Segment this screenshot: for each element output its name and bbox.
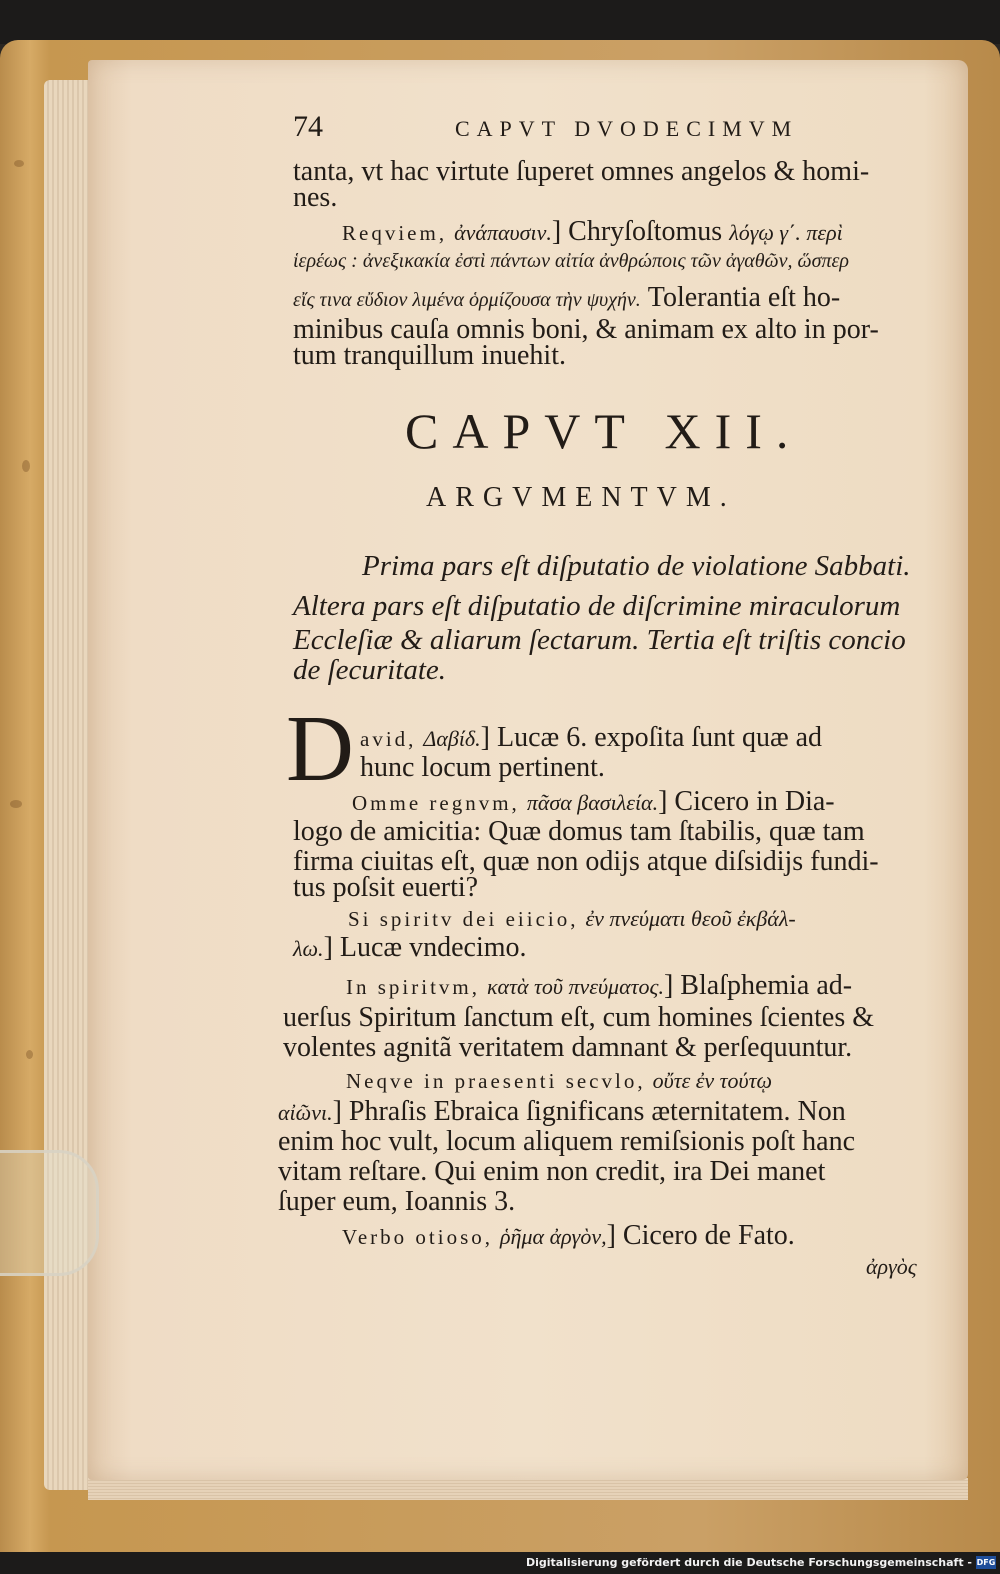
si-line-2 [293,932,527,965]
neqve-line-5: ſuper eum, Ioannis 3. [278,1186,516,1217]
greek-line-2: ἱερέως : ἀνεξικακία ἐστὶ πάντων αἰτία ἀνθρώποις τῶν ἀγαθῶν, ὥσπερ [293,250,850,272]
omne-line-2: logo de amicitia: Quæ domus tam ſtabilis, quæ tam [293,816,865,847]
running-head: CAPVT DVODECIMVM [455,116,799,141]
argument-line-2: Altera pars eſt diſputatio de diſcrimine miraculorum [293,590,901,622]
greek-text: λόγῳ γ΄. περὶ [729,220,843,245]
neqve-line-1 [346,1064,772,1097]
latin-line-5: tum tranquillum inuehit. [293,340,566,371]
greek-text: ῥῆμα ἀργὸν, [500,1224,607,1249]
top-line-1: tanta, vt hac virtute ſuperet omnes angelos & homi- [293,156,870,187]
greek-text: οὔτε ἐν τούτῳ [652,1068,773,1093]
lemma: avid, [360,727,417,751]
text: ] Blaſphemia ad- [663,970,853,1001]
argument-line-3: Eccleſiæ & aliarum ſectarum. Tertia eſt triſtis concio [293,624,906,656]
in-line-1 [346,970,852,1003]
argument-line-1: Prima pars eſt diſputatio de violatione Sabbati. [362,550,911,582]
scan-background-top [0,0,1000,44]
omne-line-4: tus poſsit euerti? [293,872,479,903]
omne-line-1 [352,786,835,819]
text: ] Chryſoſtomus [551,216,723,247]
page-clip [0,1150,99,1276]
text: ] Lucæ 6. expoſita ſunt quæ ad [480,722,823,753]
page-bottom-edges [88,1478,968,1500]
greek-text: πᾶσα βασιλεία. [526,790,659,815]
cover-speck [22,460,30,472]
text: ] Cicero in Dia- [658,786,835,817]
lemma: Verbo otioso, [342,1225,493,1249]
requiem-line [342,216,843,249]
in-line-2: uerſus Spiritum ſanctum eſt, cum homines ſcientes & [283,1002,875,1033]
lemma: Si spiritv dei eiicio, [348,907,579,931]
neqve-line-3: enim hoc vult, locum aliquem remiſsionis poſt hanc [278,1126,856,1157]
dfg-logo: DFG [976,1558,996,1567]
latin-line-4: minibus cauſa omnis boni, & animam ex alto in por- [293,314,879,345]
lemma: Reqviem, [342,221,448,245]
greek-text: εἴς τινα εὔδιον λιμένα ὁρμίζουσα τὴν ψυχήν. [293,289,641,311]
greek-text: ἀνάπαυσιν. [454,220,552,245]
greek-text: ἐν πνεύματι θεοῦ ἐκβάλ- [585,906,796,931]
drop-capital: D [286,697,354,801]
verbo-line-1 [342,1220,795,1253]
text: ] Cicero de Fato. [606,1220,795,1251]
argument-line-4: de ſecuritate. [293,654,447,686]
omne-line-3: firma ciuitas eſt, quæ non odijs atque diſsidijs fundi- [293,846,879,877]
david-line-1 [360,722,822,755]
greek-text: κατὰ τοῦ πνεύματος. [487,974,664,999]
cover-speck [10,800,22,808]
greek-latin-line-3 [293,282,840,316]
neqve-line-2 [278,1096,846,1129]
lemma: In spiritvm, [346,975,480,999]
david-line-2: hunc locum pertinent. [360,752,605,783]
text: Tolerantia eſt ho- [647,282,841,313]
greek-text: λω. [293,936,324,961]
top-line-2: nes. [293,182,338,213]
chapter-title: CAPVT XII. [405,403,803,459]
cover-speck [14,160,24,167]
digitization-credit: Digitalisierung gefördert durch die Deutsche Forschungsgemeinschaft - [525,1556,972,1569]
lemma: Neqve in praesenti secvlo, [346,1069,646,1093]
page-number: 74 [293,110,323,143]
lemma: Omme regnvm, [352,791,520,815]
greek-text: Δαβίδ. [423,726,481,751]
text: ] Phraſis Ebraica ſignificans æternitatem. Non [332,1096,846,1127]
cover-speck [26,1050,33,1059]
greek-text: αἰῶνι. [278,1100,333,1125]
si-line-1 [348,902,796,935]
argumentum-heading: ARGVMENTVM. [426,482,736,513]
text: ] Lucæ vndecimo. [323,932,527,963]
neqve-line-4: vitam reſtare. Qui enim non credit, ira Dei manet [278,1156,826,1187]
in-line-3: volentes agnitã veritatem damnant & perſequuntur. [283,1032,853,1063]
catchword: ἀργὸς [866,1254,917,1279]
